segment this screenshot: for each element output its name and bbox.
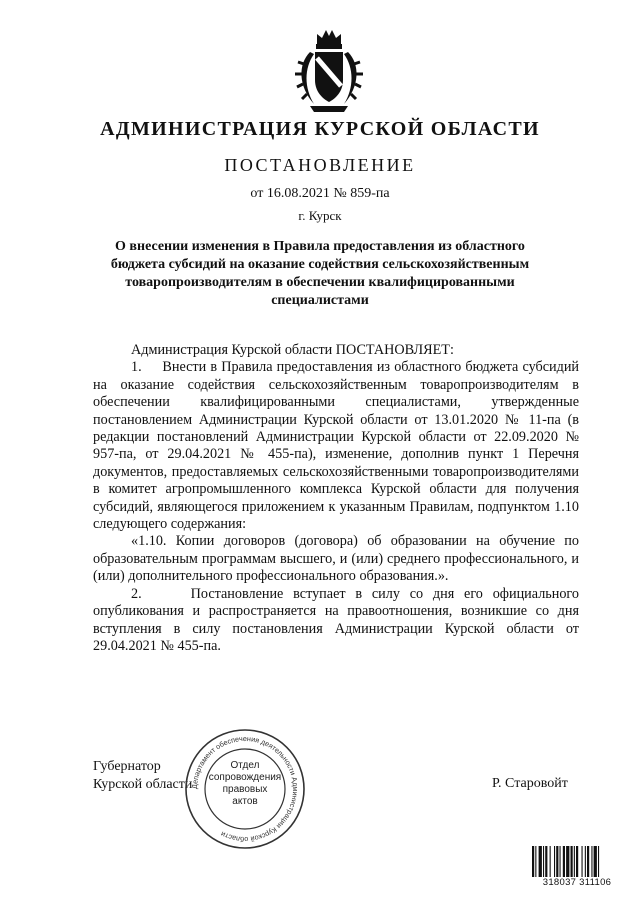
stamp-line-2: сопровождения xyxy=(208,772,282,783)
document-body xyxy=(93,342,579,655)
coat-of-arms-icon xyxy=(290,24,368,114)
document-city: г. Курск xyxy=(298,208,342,223)
document-type: ПОСТАНОВЛЕНИЕ xyxy=(224,155,416,175)
stamp-ring-text: Департамент обеспечения деятельности Администрации Курской области xyxy=(189,733,301,845)
signatory-title xyxy=(93,758,192,794)
paragraph-2: 2. Постановление вступает в силу со дня его официального опубликования и распространяется на правоотношения, возникшие со дня вступления в силу постановления Администрации Курской области от 29.04.2021 № 455-па. xyxy=(93,585,579,654)
signatory-name: Р. Старовойт xyxy=(492,776,568,791)
signatory-title-line1: Губернатор xyxy=(93,759,161,774)
stamp-center-text xyxy=(205,760,285,808)
document-date-number: от 16.08.2021 № 859-па xyxy=(250,186,390,201)
quoted-subitem: «1.10. Копии договоров (договора) об образовании на обучение по образовательным программам высшего, и (или) среднего профессионального, и (или) дополнительного профессионального образования.». xyxy=(93,533,579,585)
stamp-line-4: актов xyxy=(232,796,258,807)
organization-title: АДМИНИСТРАЦИЯ КУРСКОЙ ОБЛАСТИ xyxy=(100,118,540,140)
signatory-title-line2: Курской области xyxy=(93,777,193,792)
barcode-number: 318037 311106 xyxy=(530,877,624,888)
stamp-line-1: Отдел xyxy=(230,760,260,771)
paragraph-1: 1. Внести в Правила предоставления из областного бюджета субсидий на оказание содействия сельскохозяйственным товаропроизводителям в обеспечении квалифицированными специалистами, утвержденные постановлением Администрации Курской области от 13.01.2020 № 11-па (в редакции постановлений Администрации Курской области от 22.09.2020 № 957-па, от 29.04.2021 № 455-па), изменение, дополнив пункт 1 Перечня документов, предоставляемых сельскохозяйственными товаропроизводителями в комитет агропромышленного комплекса Курской области для получения субсидий, являющегося приложением к указанным Правилам, подпунктом 1.10 следующего содержания: xyxy=(93,359,579,533)
document-subject: О внесении изменения в Правила предоставления из областного бюджета субсидий на оказание содействия сельскохозяйственным товаропроизводителям в обеспечении квалифицированными специалистами xyxy=(110,239,530,308)
stamp-line-3: правовых xyxy=(222,784,268,795)
preamble-paragraph: Администрация Курской области ПОСТАНОВЛЯЕТ: xyxy=(131,342,454,358)
